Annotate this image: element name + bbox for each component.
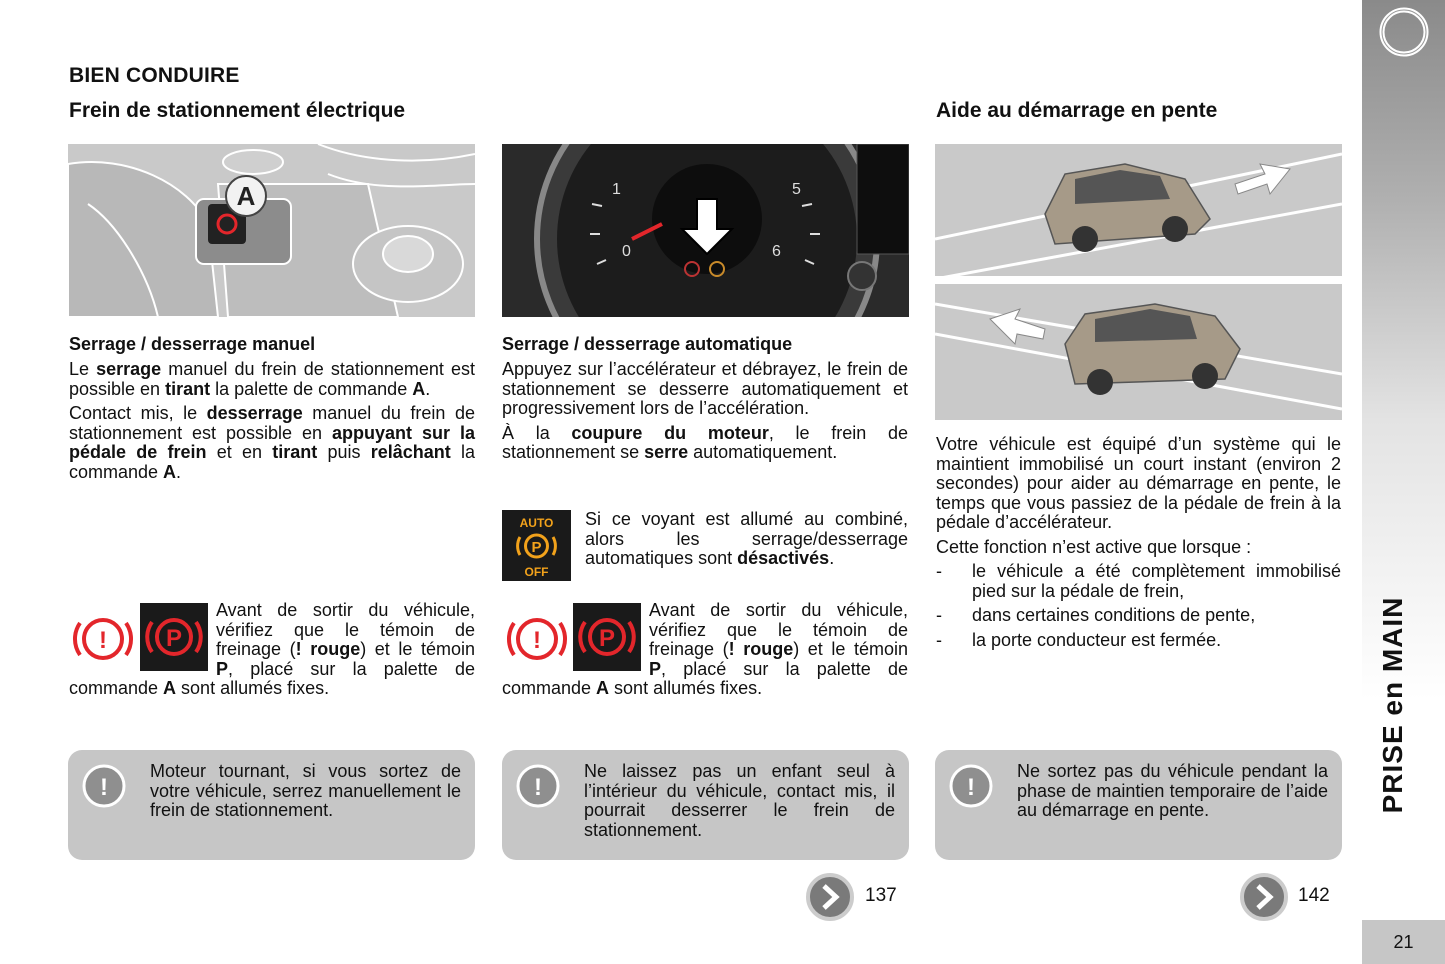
gauge-tick-1: 1 (612, 181, 621, 198)
hill-bullet-list (936, 562, 1341, 650)
svg-text:!: ! (99, 627, 107, 654)
manual-p2: Contact mis, le desserrage manuel du frein de stationnement est possible en appuyant sur la pédale de frein et en tirant puis relâchant la commande A. (69, 403, 475, 482)
gauge-tick-6: 6 (772, 243, 781, 260)
svg-text:!: ! (533, 627, 541, 654)
manual-heading: Serrage / desserrage manuel (69, 334, 316, 354)
auto-lamp-warning-text: Avant de sortir du véhicule, vérifiez que le témoin de freinage (! rouge) et le témoin P, placé sur la palette de commande A sont allumés fixes. (502, 600, 908, 698)
page-number: 21 (1362, 920, 1445, 964)
auto-off-text: Si ce voyant est allumé au combiné, alors les serrage/desserrage automatiques sont désactivés. (585, 509, 908, 568)
list-item: - la porte conducteur est fermée. (936, 629, 1222, 650)
manual-lamp-warning-text: Avant de sortir du véhicule, vérifiez que le témoin de freinage (! rouge) et le témoin P, placé sur la palette de commande A sont allumés fixes. (69, 600, 475, 698)
car-downhill (1065, 304, 1240, 395)
list-item: - le véhicule a été complètement immobilisé pied sur la pédale de frein, (936, 561, 1341, 601)
chapter-sidebar (1362, 0, 1445, 964)
exclamation-icon (516, 764, 560, 808)
auto-off-lamp-icon (502, 510, 571, 581)
gauge-tick-0: 0 (622, 243, 631, 260)
manual-p1: Le serrage manuel du frein de stationnement est possible en tirant la palette de commande A. (69, 359, 476, 399)
right-title: Aide au démarrage en pente (936, 99, 1218, 122)
cars-illustration (935, 144, 1342, 420)
page-ref-arrow-icon[interactable] (805, 872, 855, 922)
svg-text:!: ! (534, 774, 542, 801)
manual-text (69, 360, 475, 487)
svg-text:P: P (165, 625, 183, 652)
auto-p1: Appuyez sur l’accélérateur et débrayez, le frein de stationnement se desserre automatiquement et progressivement lors de l’accélération. (502, 359, 908, 418)
svg-text:P: P (598, 625, 616, 652)
label-a: A (236, 181, 256, 211)
exclamation-icon (82, 764, 126, 808)
svg-text:!: ! (967, 774, 975, 801)
page-ref-137[interactable]: 137 (865, 885, 897, 906)
page-ref-arrow-icon[interactable] (1239, 872, 1289, 922)
warning-box-3 (935, 750, 1342, 860)
auto-text (502, 360, 908, 468)
section-title: BIEN CONDUIRE (69, 64, 240, 87)
warning-box-1 (68, 750, 475, 860)
svg-text:P: P (531, 539, 542, 556)
hill-start-figure (935, 144, 1342, 420)
gauge-illustration (502, 144, 909, 317)
hill-p2: Cette fonction n’est active que lorsque : (936, 536, 1252, 557)
instrument-cluster-figure (502, 144, 909, 317)
warning-text-2: Ne laissez pas un enfant seul à l’intérieur du véhicule, contact mis, il pourrait desserrer le frein de stationnement. (584, 761, 895, 840)
auto-p2: À la coupure du moteur, le frein de stationnement se serre automatiquement. (502, 422, 908, 462)
gauge-tick-5: 5 (792, 181, 801, 198)
list-item: - dans certaines conditions de pente, (936, 605, 1256, 625)
warning-box-2 (502, 750, 909, 860)
svg-text:!: ! (100, 774, 108, 801)
hill-p1: Votre véhicule est équipé d’un système qui le maintient immobilisé un court instant (environ 2 secondes) pour aider au démarrage en pente, le temps que vous passiez de la pédale de frein à la pédale d’accélérateur. (936, 434, 1341, 532)
left-title: Frein de stationnement électrique (69, 99, 406, 122)
exclamation-icon (949, 764, 993, 808)
warning-text-1: Moteur tournant, si vous sortez de votre véhicule, serrez manuellement le frein de stationnement. (150, 761, 461, 820)
hill-text (936, 435, 1341, 655)
page-ref-142[interactable]: 142 (1298, 885, 1330, 906)
console-illustration (68, 144, 475, 317)
warning-text-3: Ne sortez pas du véhicule pendant la phase de maintien temporaire de l’aide au démarrage en pente. (1017, 761, 1328, 820)
svg-text:OFF: OFF (524, 565, 549, 579)
chapter-ring-icon (1378, 6, 1430, 58)
auto-heading: Serrage / desserrage automatique (502, 334, 793, 354)
parking-brake-switch-figure (68, 144, 475, 317)
chapter-title: PRISE en MAIN (1377, 596, 1408, 814)
svg-text:AUTO: AUTO (519, 516, 554, 530)
